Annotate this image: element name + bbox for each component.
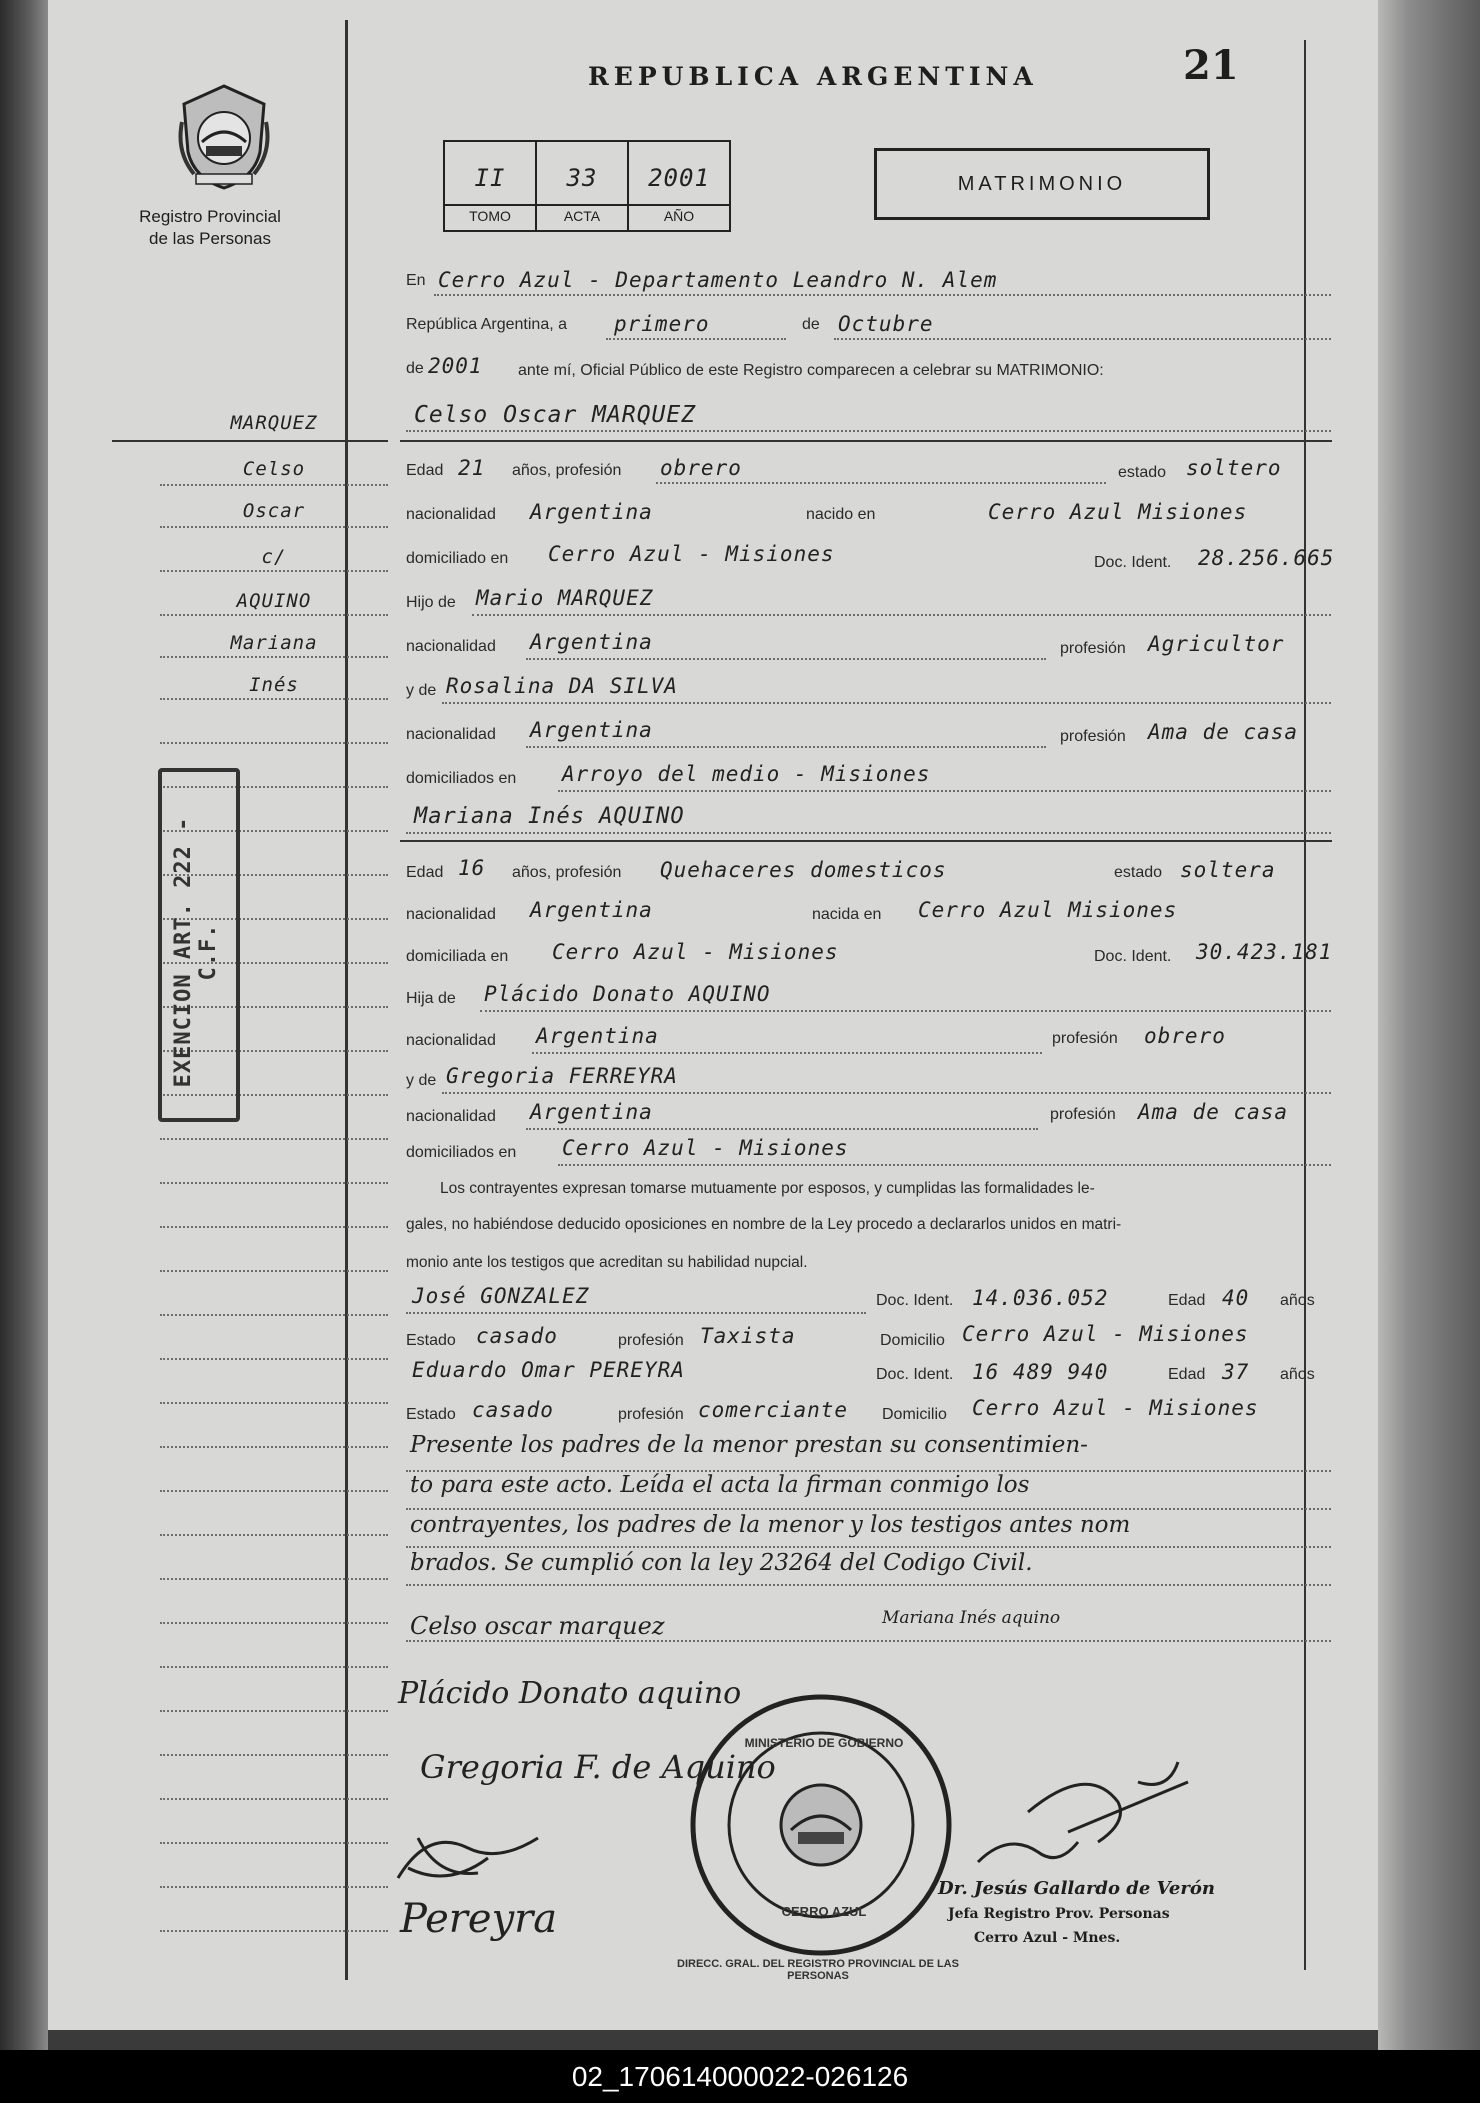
row-witness2-details [406, 1396, 1331, 1430]
document-id-footer: 02_170614000022-026126 [0, 2050, 1480, 2103]
witness2-estado: casado [472, 1398, 554, 1422]
bride-mother: Gregoria FERREYRA [446, 1064, 678, 1088]
page-number: 21 [1183, 42, 1239, 89]
row-witness2 [406, 1358, 1331, 1392]
day-value: primero [614, 312, 710, 336]
w1-estado-label: Estado [406, 1332, 456, 1349]
w1-prof-label: profesión [618, 1332, 684, 1349]
doc-label-2: Doc. Ident. [1094, 948, 1172, 965]
bride-doc: 30.423.181 [1196, 940, 1333, 964]
row-groom-mother [406, 674, 1331, 708]
nac-label: nacionalidad [406, 506, 496, 523]
groom-parents-dom: Arroyo del medio - Misiones [562, 762, 931, 786]
bride-profession: Quehaceres domesticos [660, 858, 947, 882]
parents-dom-label: domiciliados en [406, 770, 517, 787]
margin-surname2: AQUINO [236, 590, 312, 612]
father-nat-label: nacionalidad [406, 638, 496, 655]
groom-mother-nat: Argentina [530, 718, 653, 742]
margin-name2: Oscar [242, 500, 306, 522]
groom-signature: Celso oscar marquez [410, 1612, 665, 1640]
bride-parents-dom: Cerro Azul - Misiones [562, 1136, 849, 1160]
notes-line2: to para este acto. Leída el acta la firman conmigo los [410, 1472, 1030, 1498]
w1-anos-label: años [1280, 1292, 1315, 1309]
row-year [406, 356, 1331, 390]
w1-doc-label: Doc. Ident. [876, 1292, 954, 1309]
en-label: En [406, 272, 426, 289]
bride-domicile: Cerro Azul - Misiones [552, 940, 839, 964]
anos-profesion-label: años, profesión [512, 462, 622, 479]
year-prefix: de [406, 360, 424, 377]
book-spine [0, 0, 48, 2050]
mother-nat-label: nacionalidad [406, 726, 496, 743]
row-bride-father [406, 982, 1331, 1016]
witness1-age: 40 [1222, 1286, 1250, 1310]
row-groom-name [406, 402, 1331, 436]
mother-signature: Gregoria F. de Aquino [420, 1748, 776, 1786]
registry-emblem-icon [176, 82, 272, 197]
tomo-acta-ano-box [443, 140, 731, 232]
margin-name3: Mariana [230, 632, 318, 654]
w2-estado-label: Estado [406, 1406, 456, 1423]
acta-value: 33 [566, 164, 598, 192]
section-rule-2 [400, 840, 1332, 842]
w2-dom-label: Domicilio [882, 1406, 947, 1423]
mother-nat-label-2: nacionalidad [406, 1108, 496, 1125]
seal-inner-text: MINISTERIO DE GOBIERNO [744, 1736, 904, 1750]
margin-divider [345, 20, 348, 1980]
officer-name: Dr. Jesús Gallardo de Verón [938, 1878, 1215, 1899]
anos-profesion-label-2: años, profesión [512, 864, 622, 881]
margin-rule [112, 440, 388, 442]
row-bride-nat [406, 898, 1331, 932]
margin-sep: c/ [261, 546, 287, 568]
row-witness1 [406, 1284, 1331, 1318]
margin-surname: MARQUEZ [230, 412, 318, 434]
section-rule [400, 440, 1332, 442]
groom-profession: obrero [660, 456, 742, 480]
row-groom-parents-dom [406, 762, 1331, 796]
yde-label: y de [406, 682, 437, 699]
year-value: 2001 [428, 354, 483, 378]
bride-estado: soltera [1180, 858, 1276, 882]
ano-label: AÑO [663, 208, 695, 224]
registry-line2: de las Personas [149, 229, 271, 248]
notes-line3: contrayentes, los padres de la menor y los testigos antes nom [410, 1512, 1131, 1538]
w2-anos-label: años [1280, 1366, 1315, 1383]
row-bride-age [406, 856, 1331, 890]
exemption-stamp-text: EXENCION ART. 222 - C.F. [171, 816, 221, 1088]
witness-signature: Pereyra [400, 1896, 558, 1942]
bride-name: Mariana Inés AQUINO [414, 804, 685, 829]
acta-label: ACTA [563, 208, 601, 224]
row-bride-parents-dom [406, 1136, 1331, 1170]
record-type-box [874, 148, 1210, 220]
intro-text: ante mí, Oficial Público de este Registro comparecen a celebrar su MATRIMONIO: [518, 362, 1104, 379]
witness2-doc: 16 489 940 [972, 1360, 1109, 1384]
row-bride-mother [406, 1064, 1331, 1098]
groom-domicile: Cerro Azul - Misiones [548, 542, 835, 566]
row-groom-age [406, 456, 1331, 490]
record-page [48, 0, 1378, 2030]
exemption-stamp [158, 768, 240, 1122]
bride-father: Plácido Donato AQUINO [484, 982, 771, 1006]
witness2-domicile: Cerro Azul - Misiones [972, 1396, 1259, 1420]
witness2-profession: comerciante [698, 1398, 849, 1422]
margin-name1: Celso [242, 458, 306, 480]
witness2-age: 37 [1222, 1360, 1250, 1384]
groom-birthplace: Cerro Azul Misiones [988, 500, 1248, 524]
row-groom-mother-nat [406, 718, 1331, 752]
row-groom-dom [406, 542, 1335, 576]
groom-estado: soltero [1186, 456, 1282, 480]
witness1-doc: 14.036.052 [972, 1286, 1109, 1310]
record-type-label: MATRIMONIO [957, 173, 1127, 195]
w1-dom-label: Domicilio [880, 1332, 945, 1349]
father-prof-label: profesión [1060, 640, 1126, 657]
notes-line4: brados. Se cumplió con la ley 23264 del Codigo Civil. [410, 1550, 1033, 1576]
official-seal-icon [686, 1690, 956, 1965]
w2-doc-label: Doc. Ident. [876, 1366, 954, 1383]
row-bride-name [406, 804, 1331, 838]
father-prof-label-2: profesión [1052, 1030, 1118, 1047]
tomo-value: II [474, 164, 506, 192]
bride-birthplace: Cerro Azul Misiones [918, 898, 1178, 922]
notes-line1: Presente los padres de la menor prestan su consentimien- [410, 1432, 1088, 1458]
parents-dom-label-2: domiciliados en [406, 1144, 517, 1161]
groom-father-nat: Argentina [530, 630, 653, 654]
groom-age: 21 [458, 456, 486, 480]
month-value: Octubre [838, 312, 934, 336]
row-groom-father-nat [406, 630, 1331, 664]
nacida-label: nacida en [812, 906, 882, 923]
page-edge [1378, 0, 1480, 2050]
witness-scribble-icon [388, 1818, 548, 1903]
mother-prof-label-2: profesión [1050, 1106, 1116, 1123]
bride-signature: Mariana Inés aquino [882, 1608, 1061, 1628]
estado-label-2: estado [1114, 864, 1163, 881]
mother-prof-label: profesión [1060, 728, 1126, 745]
statement-line2: gales, no habiéndose deducido oposiciones en nombre de la Ley procedo a declararlos unidos en matri- [406, 1216, 1122, 1233]
bride-mother-prof: Ama de casa [1138, 1100, 1289, 1124]
witness1-name: José GONZALEZ [412, 1284, 590, 1308]
witness1-profession: Taxista [700, 1324, 796, 1348]
w2-edad-label: Edad [1168, 1366, 1206, 1383]
registry-name [120, 206, 300, 250]
father-signature: Plácido Donato aquino [398, 1676, 742, 1711]
estado-label: estado [1118, 464, 1167, 481]
seal-ring-text: DIRECC. GRAL. DEL REGISTRO PROVINCIAL DE LAS PERSONAS [677, 1958, 959, 1982]
statement-line3: monio ante los testigos que acreditan su habilidad nupcial. [406, 1254, 808, 1271]
witness1-domicile: Cerro Azul - Misiones [962, 1322, 1249, 1346]
groom-nationality: Argentina [530, 500, 653, 524]
hijo-label: Hijo de [406, 594, 456, 611]
de-label: de [802, 316, 820, 333]
witness1-estado: casado [476, 1324, 558, 1348]
statement-line1: Los contrayentes expresan tomarse mutuamente por esposos, y cumplidas las formalidades le- [440, 1180, 1095, 1197]
groom-name: Celso Oscar MARQUEZ [414, 402, 697, 428]
row-groom-father [406, 586, 1331, 620]
row-bride-mother-nat [406, 1100, 1331, 1134]
bride-father-prof: obrero [1144, 1024, 1226, 1048]
bride-age: 16 [458, 856, 486, 880]
nacido-label: nacido en [806, 506, 876, 523]
w2-prof-label: profesión [618, 1406, 684, 1423]
groom-mother: Rosalina DA SILVA [446, 674, 678, 698]
officer-place: Cerro Azul - Mnes. [974, 1930, 1121, 1946]
father-nat-label-2: nacionalidad [406, 1032, 496, 1049]
groom-doc: 28.256.665 [1198, 546, 1335, 570]
bride-mother-nat: Argentina [530, 1100, 653, 1124]
page-title: REPUBLICA ARGENTINA [588, 62, 1038, 91]
groom-mother-prof: Ama de casa [1148, 720, 1299, 744]
nac-label-2: nacionalidad [406, 906, 496, 923]
seal-bottom-text: CERRO AZUL [781, 1904, 867, 1919]
dom-label: domiciliado en [406, 550, 509, 567]
groom-father-prof: Agricultor [1148, 632, 1285, 656]
row-bride-dom [406, 940, 1331, 974]
edad-label: Edad [406, 462, 444, 479]
row-witness1-details [406, 1322, 1331, 1356]
edad-label-2: Edad [406, 864, 444, 881]
officer-title: Jefa Registro Prov. Personas [948, 1906, 1170, 1922]
registry-line1: Registro Provincial [139, 207, 281, 226]
doc-label: Doc. Ident. [1094, 554, 1172, 571]
margin-name4: Inés [249, 674, 299, 696]
row-bride-father-nat [406, 1024, 1331, 1058]
w1-edad-label: Edad [1168, 1292, 1206, 1309]
dom-label-2: domiciliada en [406, 948, 509, 965]
yde-label-2: y de [406, 1072, 437, 1089]
ano-value: 2001 [648, 164, 710, 192]
row-groom-nat [406, 500, 1331, 534]
row-place [406, 268, 1331, 302]
bride-nationality: Argentina [530, 898, 653, 922]
bride-father-nat: Argentina [536, 1024, 659, 1048]
place-value: Cerro Azul - Departamento Leandro N. Alem [438, 268, 998, 292]
hija-label: Hija de [406, 990, 456, 1007]
witness2-name: Eduardo Omar PEREYRA [412, 1358, 685, 1382]
row-date [406, 312, 1331, 346]
groom-father: Mario MARQUEZ [476, 586, 654, 610]
republic-label: República Argentina, a [406, 316, 567, 333]
tomo-label: TOMO [469, 208, 511, 224]
officer-scribble-icon [968, 1742, 1198, 1887]
